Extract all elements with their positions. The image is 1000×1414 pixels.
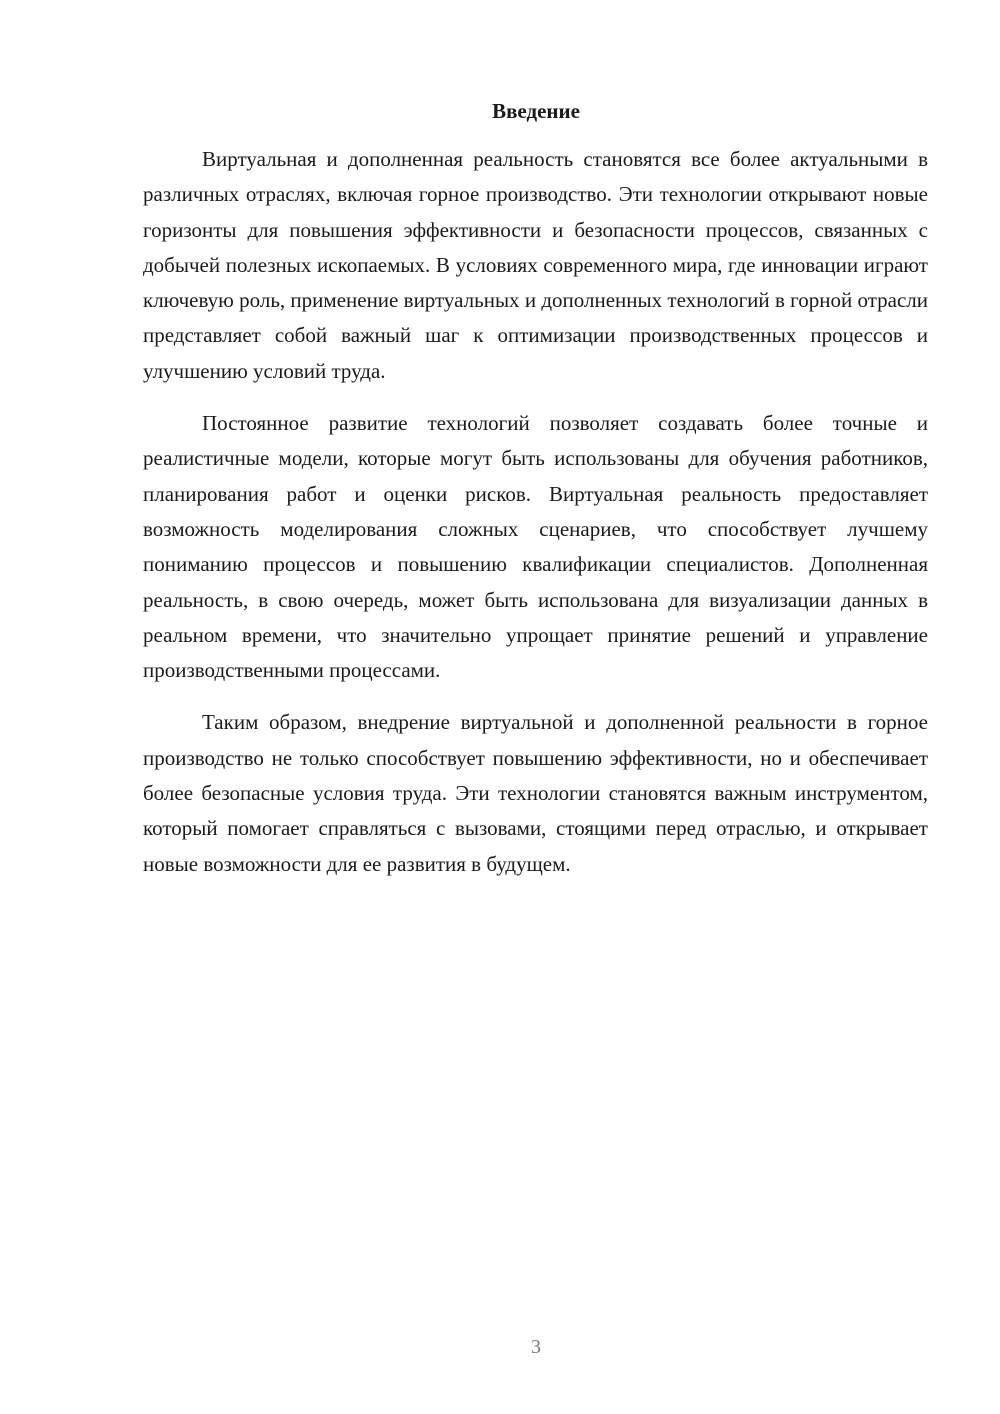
paragraph-3: Таким образом, внедрение виртуальной и дополненной реальности в горное производство не только способствует повышению эффективности, но и обеспечивает более безопасные условия труда. Эти технологии становятся важным инструментом, который помогает справляться с вызовами, стоящими перед отраслью, и открывает новые возможности для ее развития в будущем. bbox=[143, 710, 928, 876]
page-number: 3 bbox=[531, 1336, 541, 1358]
paragraph-1: Виртуальная и дополненная реальность становятся все более актуальными в различных отраслях, включая горное производство. Эти технологии открывают новые горизонты для повышения эффективности и безопасности процессов, связанных с добычей полезных ископаемых. В условиях современного мира, где инновации играют ключевую роль, применение виртуальных и дополненных технологий в горной отрасли представляет собой важный шаг к оптимизации производственных процессов и улучшению условий труда. bbox=[143, 147, 928, 383]
paragraph-2: Постоянное развитие технологий позволяет создавать более точные и реалистичные модели, которые могут быть использованы для обучения работников, планирования работ и оценки рисков. Виртуальная реальность предоставляет возможность моделирования сложных сценариев, что способствует лучшему пониманию процессов и повышению квалификации специалистов. Дополненная реальность, в свою очередь, может быть использована для визуализации данных в реальном времени, что значительно упрощает принятие решений и управление производственными процессами. bbox=[143, 411, 928, 683]
page-title: Введение bbox=[492, 99, 580, 123]
document-body bbox=[143, 142, 928, 899]
